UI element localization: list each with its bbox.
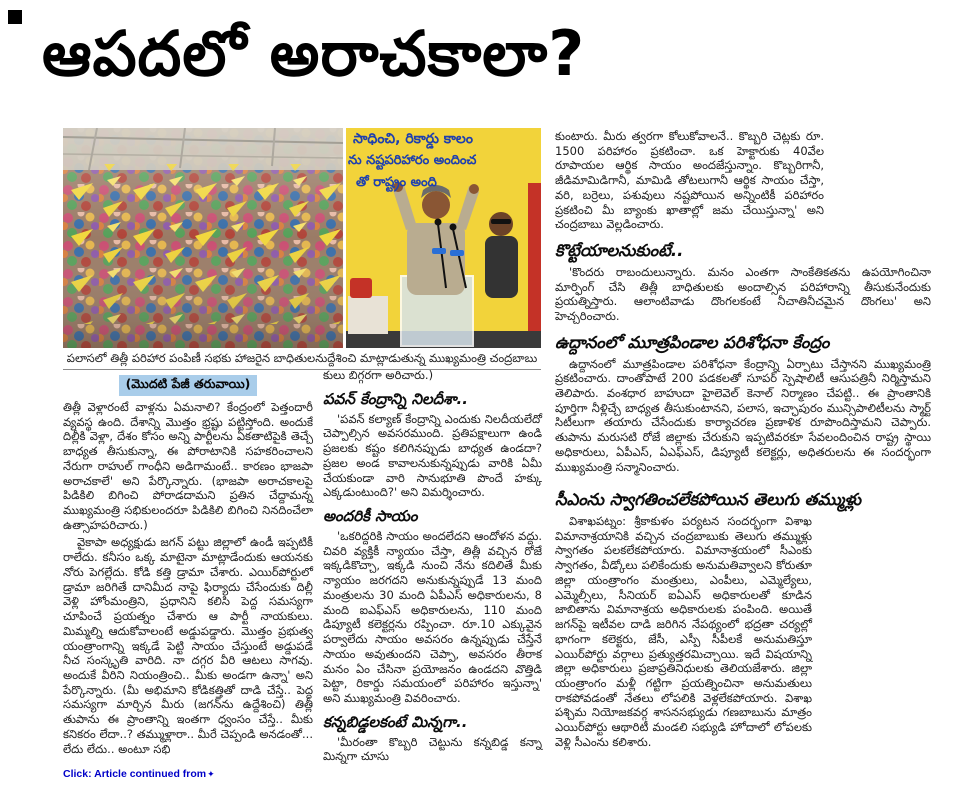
- article-paragraph: వైకాపా అధ్యక్షుడు జగన్ పట్టు జిల్లాలో ఉండీ ఇప్పటికీ రాలేదు. కనీసం ఒక్క మాటైనా మాట్లాడేందుకు ఆయనకు నోరు పెగల్లేదు. కోడి కత్తి డ్రామా చేశారు. ఎయిర్‌పోర్టులో డ్రామా జరిగితే దానిమీద నాపై ఫిర్యాదు చేసేందుకు దిల్లీ వెళ్లి హోంమంత్రిని, ప్రధానిని కలిసి పెద్ద సమస్యగా చూపించే ప్రయత్నం చేశారు ఆ పార్టీ నాయకులు. మిమ్మల్ని ఆదుకోవాలంటే అడ్డుపడ్డారు. మొత్తం ప్రభుత్వ యంత్రాంగాన్ని ఇక్కడే పెట్టి సాయం చేస్తుంటే అడ్డుపడే నీచ సంస్కృతి వారిది. నా దగ్గర వీరి ఆటలు సాగవు. అందుకే వీరిని నియంత్రించి.. మీకు అండగా ఉన్నా' అని పేర్కొన్నారు. (మీ అభిమాని కోడికత్తితో దాడి చేస్తే.. పెద్ద సమస్యగా మార్చిన మీరు (జగన్‌ను ఉద్దేశించి) తిత్లీ తుపాను ఈ ప్రాంతాన్ని ఇంతగా ధ్వంసం చేస్తే.. మీకు కనికరం లేదా..? తమ్ముళ్లారా.. మీరే చెప్పండి అనడంతో... లేదు లేదు.. అంటూ సభి: [63, 535, 313, 756]
- article-paragraph: కులు బిగ్గరగా అరిచారు.): [323, 368, 434, 382]
- column-1: [63, 373, 313, 781]
- crowd-illustration: [63, 128, 343, 348]
- article-paragraph: ఉద్దానంలో మూత్రపిండాల పరిశోధనా కేంద్రాన్ని ఏర్పాటు చేస్తానని ముఖ్యమంత్రి ప్రకటించారు. దాంతోపాటే 200 పడకలతో సూపర్ స్పెషాలిటీ ఆసుపత్రినీ నిర్మిస్తామని తెలిపారు. వంశధార బాహుదా హైలెవెల్ కెనాల్ నిర్మాణం చేపట్టి.. ఈ ప్రాంతానికి పూర్తిగా నీళ్లిచ్చే బాధ్యత తీసుకుంటానని, పలాస, ఇచ్ఛాపురం మున్సిపాలిటీలను స్మార్ట్ సిటీలుగా తయారు చేసేందుకు కార్యాచరణ ప్రణాళిక రూపొందిస్తామని చెప్పారు. తుపాను మరుసటి రోజే జిల్లాకు చేరుకుని ఇప్పటివరకూ సేవలందించిన రాష్ట్ర స్థాయి అధికారులు, ఏపీఎస్, ఏఎఫ్ఎస్, డిప్యూటీ కలెక్టర్లు, అధితరులను ఈ సందర్భంగా ముఖ్యమంత్రి సన్మానించారు.: [555, 356, 931, 474]
- banner-text-line: తో రాష్ట్రం అంది: [356, 175, 437, 190]
- article-paragraph: తిత్లీ వెళ్లారంటే వాళ్లను ఏమనాలి? కేంద్రంలో పెత్తందారీ వ్యవస్థ ఉంది. దేశాన్ని మొత్తం భ్రష్టు పట్టిస్తోంది. అందుకే దిల్లీకి వెళ్లా, దేశం కోసం అన్ని పార్టీలను ఏకతాటిపైకి తెచ్చే బాధ్యత తీసుకున్నా, ఈ పోరాటానికి సహకరించాలని నేరుగా రాహుల్ గాంధీని అడిగామంటే.. కారణం భాజపా అరాచకాలే' అని పేర్కొన్నారు. (భాజపా అరాచకాలపై పిడికిలి బిగించి పోరాడదామని ప్రతిన చేద్దామన్న ముఖ్యమంత్రి సభికులందరూ పిడికిలి బిగించి నినదించేలా ఉత్సాహపరిచారు.): [63, 400, 313, 532]
- rally-photo: [63, 128, 541, 348]
- article-continued-link[interactable]: [63, 768, 215, 780]
- article-paragraph: 'కొందరు రాబందులున్నారు. మనం ఎంతగా సాంకేతికతను ఉపయోగించినా మార్ఫింగ్ చేసి తిత్లీ బాధితులకు అందాల్సిన పరిహారాన్ని తీసుకునేందుకు ప్రయత్నిస్తారు. ఆలాంటివాడు దొంగలకంటే నీచాతినీచమైన దొంగలు' అని హెచ్చరించారు.: [555, 264, 931, 323]
- section-heading: సీఎంను స్వాగతించలేకపోయిన తెలుగు తమ్ముళ్లు: [555, 490, 861, 510]
- photo-caption: పలాసలో తిత్లీ పరిహార పంపిణీ సభకు హాజరైన బాధితులనుద్దేశించి మాట్లాడుతున్న ముఖ్యమంత్రి చంద్రబాబు: [66, 351, 538, 365]
- article-paragraph: 'ఒకరిద్దరికి సాయం అందలేదని ఆందోళన వద్దు. చివరి వ్యక్తికీ న్యాయం చేస్తా, తిత్లీ వచ్చిన రోజే ఇక్కడికొచ్చా, ఇక్కడి నుంచి నేను కదిలితే మీకు న్యాయం జరగదని అనుకున్నప్పుడే 13 మంది మంత్రులను 30 మంది ఏపీఎస్ అధికారులను, 8 మంది ఐఎఫ్ఎస్ అధికారులను, 110 మంది డిప్యూటీ కలెక్టర్లను రప్పించా. రూ.10 ఎక్కువైన పర్వాలేదు సాయం అవసరం ఉన్నప్పుడు చేస్తేనే సాయం అవుతుందని చెప్పా, అవసరం తీరాక మనం ఏం చేసినా ప్రయోజనం ఉండదని వొత్తిడి పెట్టా, రికార్డు సమయంలో పరిహారం ఇస్తున్నా' అని ముఖ్యమంత్రి వివరించారు.: [323, 529, 542, 705]
- continued-from-tag: (మొదటి పేజీ తరువాయి): [119, 375, 258, 396]
- column-2: [323, 368, 542, 767]
- column-right: [555, 129, 931, 753]
- continued-tag-row: [63, 373, 313, 396]
- article-paragraph: విశాఖపట్నం: శ్రీకాకుళం పర్యటన సందర్భంగా విశాఖ విమానాశ్రయానికి వచ్చిన చంద్రబాబుకు తెలుగు తమ్ముళ్లు స్వాగతం పలకలేకపోయారు. విమానాశ్రయంలో సీఎంకు స్వాగతం, వీడ్కోలు పలికేందుకు అనుమతివ్వాలని కోరుతూ జిల్లా యంత్రాంగం మంత్రులు, ఎంపీలు, ఎమ్మెల్యేలు, ఎమ్మెల్సీలు, సీనియర్ ఐఏఎస్ అధికారులతో కూడిన జాబితాను విమానాశ్రయ అధికారులకు పంపింది. అయితే జగన్‌పై ఇటీవల దాడి జరిగిన నేపథ్యంలో భద్రతా చర్యల్లో భాగంగా కలెక్టరు, జేసీ, ఎస్పీ సీపీలకే అనుమతిస్తూ ఎయిర్‌పోర్టు వర్గాలు ప్రత్యుత్తరమిచ్చాయి. ఇదే విషయాన్ని జిల్లా అధికారులు ప్రజాప్రతినిధులకు తెలియజేశారు. జిల్లా యంత్రాంగం మళ్లీ గట్టిగా ప్రయత్నించినా అనుమతులు రాకపోవడంతో నేతలు లోపలికి వెళ్లలేకపోయారు. విశాఖ పశ్చిమ నియోజకవర్గ శాసనసభ్యుడు గణబాబును మాత్రం ఎయిర్‌పోర్టు ఆథారిటీ మండలి సభ్యుడి హోదాలో లోపలకు వెళ్లి సీఎంను కలిశారు.: [555, 514, 812, 749]
- article-paragraph: 'మీరంతా కొబ్బరి చెట్టును కన్నబిడ్డ కన్నా మిన్నగా చూసు: [323, 734, 542, 764]
- link-label: Click: Article continued from: [63, 768, 207, 781]
- speaker-photo: [346, 128, 541, 348]
- banner-text-line: సాధించి, రికార్డు కాలం: [353, 131, 473, 147]
- crowd-photo: [63, 128, 343, 348]
- headline: ఆపదలో అరాచకాలా?: [42, 17, 586, 90]
- section-heading: కన్నబిడ్డలకంటే మిన్నగా..: [323, 712, 468, 731]
- corner-mark: [8, 10, 22, 24]
- banner-text-line: ను నష్టపరిహారం అందించ: [348, 153, 477, 168]
- article-paragraph: కుంటారు. మీరు త్వరగా కోలుకోవాలనే.. కొబ్బరి చెట్లకు రూ. 1500 పరిహారం ప్రకటించా. ఒక హెక్టారుకు 40వేల రూపాయల ఆర్థిక సాయం అందజేస్తున్నాం. కొబ్బరిగానీ, జీడిమామిడిగానీ, మామిడి తోటలుగానీ ఆర్థిక సాయం చేస్తా, వరి, బర్రెలు, పశువులు నష్టపోయిన అన్నింటికీ పరిహారం ప్రకటించి మీ బ్యాంకు ఖాతాల్లో జమ చేయిస్తున్నా' అని చంద్రబాబు వెల్లడించారు.: [555, 129, 824, 232]
- section-heading: పవన్ కేంద్రాన్ని నిలదీశా..: [323, 389, 468, 408]
- section-heading: కొట్టేయాలనుకుంటే..: [555, 241, 684, 261]
- section-heading: అందరికీ సాయం: [323, 507, 418, 526]
- section-heading: ఉద్దానంలో మూత్రపిండాల పరిశోధనా కేంద్రం: [555, 332, 830, 352]
- article-paragraph: 'పవన్ కల్యాణ్ కేంద్రాన్ని ఎందుకు నిలదీయలేదో చెప్పాల్సిన అవసరముంది. ప్రతిపక్షాలుగా ఉండి ప్రజలకు కష్టం కలిగినప్పుడు బాధ్యత ఉండదా? ప్రజల అండ కావాలనుకున్నప్పుడు వారికి ఏమీ చేయకుండా వారి సానుభూతి పొందే హక్కు ఎక్కడుంటుంది?' అని విమర్శించారు.: [323, 411, 542, 500]
- link-diamond-icon: ✦: [207, 769, 215, 780]
